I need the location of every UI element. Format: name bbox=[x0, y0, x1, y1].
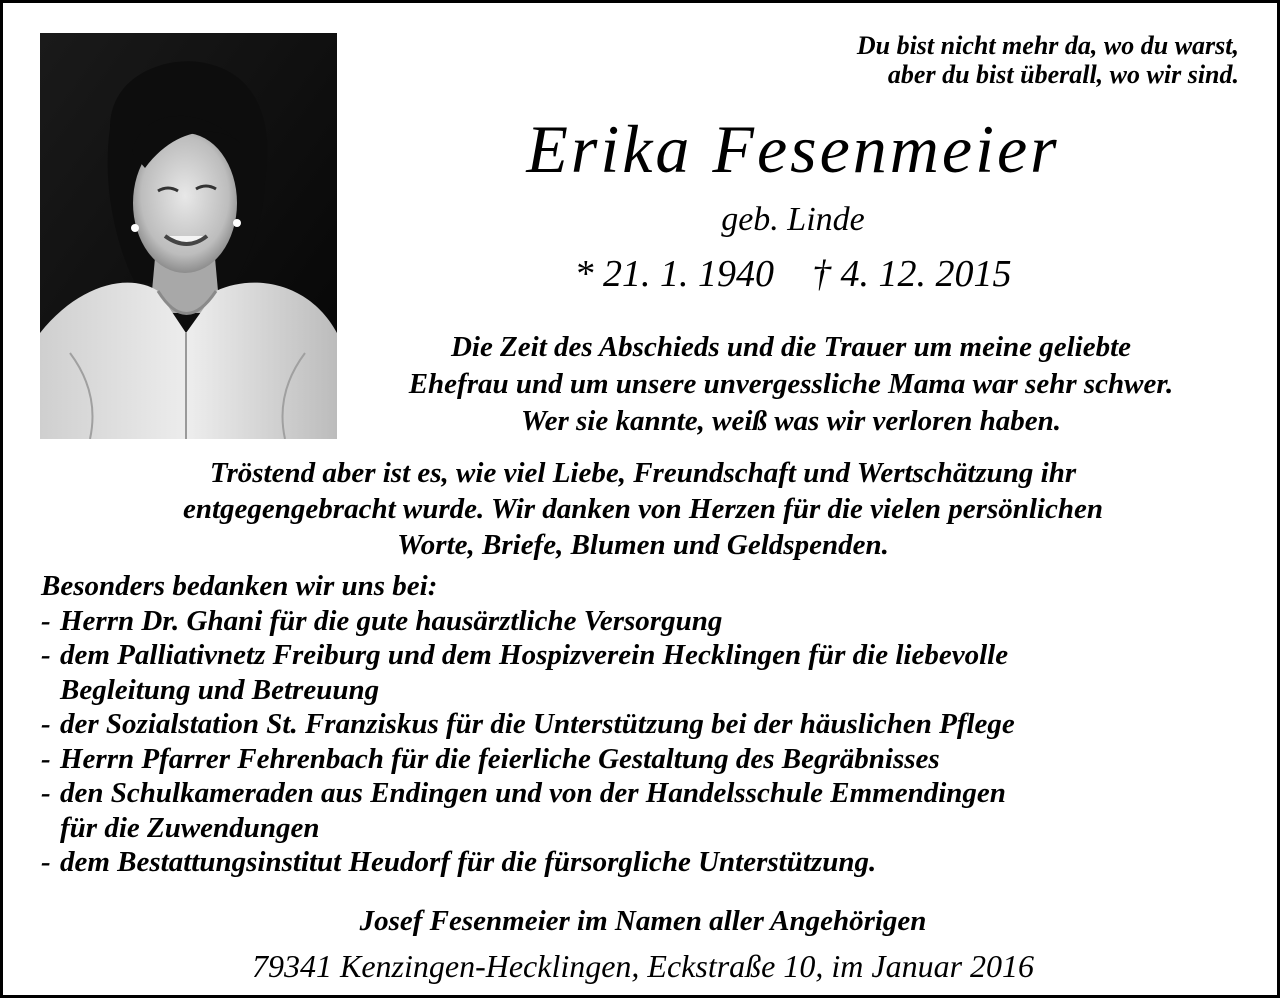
dash-bullet: - bbox=[41, 604, 51, 637]
thanks-item bbox=[41, 638, 1261, 707]
memorial-quote bbox=[857, 31, 1239, 89]
thanks-item bbox=[41, 742, 1261, 777]
farewell-line: Die Zeit des Abschieds und die Trauer um meine geliebte bbox=[450, 331, 1132, 363]
thanks-item-line: für die Zuwendungen bbox=[60, 811, 320, 844]
quote-line-2: aber du bist überall, wo wir sind. bbox=[887, 60, 1239, 89]
deceased-name: Erika Fesenmeier bbox=[526, 111, 1060, 187]
dash-bullet: - bbox=[41, 639, 51, 671]
thanks-item bbox=[41, 776, 1261, 845]
signature: Josef Fesenmeier im Namen aller Angehörigen bbox=[359, 905, 927, 937]
quote-line-1: Du bist nicht mehr da, wo du warst, bbox=[856, 31, 1239, 60]
gratitude-line: entgegengebracht wurde. Wir danken von Herzen für die vielen persönlichen bbox=[183, 493, 1103, 525]
dash-bullet: - bbox=[41, 846, 51, 878]
thanks-item bbox=[41, 707, 1261, 742]
thanks-item bbox=[41, 604, 1261, 639]
thanks-item-line: den Schulkameraden aus Endingen und von der Handelsschule Emmendingen bbox=[60, 777, 1006, 809]
gratitude-paragraph bbox=[33, 455, 1253, 563]
dash-bullet: - bbox=[41, 777, 51, 809]
dash-bullet: - bbox=[41, 708, 51, 740]
life-dates bbox=[383, 251, 1203, 297]
portrait-photo bbox=[40, 33, 337, 439]
death-date: † 4. 12. 2015 bbox=[812, 253, 1012, 295]
thanks-item bbox=[41, 845, 1261, 880]
thanks-item-line: Herrn Dr. Ghani für die gute hausärztliche Versorgung bbox=[60, 604, 723, 637]
dash-bullet: - bbox=[41, 742, 51, 775]
thanks-item-line: dem Palliativnetz Freiburg und dem Hospizverein Hecklingen für die liebevolle bbox=[60, 639, 1009, 671]
thanks-item-line: Herrn Pfarrer Fehrenbach für die feierliche Gestaltung des Begräbnisses bbox=[60, 742, 940, 775]
thanks-item-line: dem Bestattungsinstitut Heudorf für die fürsorgliche Unterstützung. bbox=[60, 846, 877, 878]
birth-date: * 21. 1. 1940 bbox=[574, 253, 774, 295]
farewell-line: Ehefrau und um unsere unvergessliche Mama war sehr schwer. bbox=[408, 368, 1174, 400]
thanks-item-line: Begleitung und Betreuung bbox=[60, 673, 380, 706]
thanks-item-line: der Sozialstation St. Franziskus für die Unterstützung bei der häuslichen Pflege bbox=[60, 708, 1015, 740]
maiden-name: geb. Linde bbox=[721, 201, 865, 238]
farewell-line: Wer sie kannte, weiß was wir verloren haben. bbox=[520, 405, 1062, 437]
thanks-section bbox=[41, 569, 1261, 880]
thanks-list bbox=[41, 604, 1261, 880]
thanks-heading: Besonders bedanken wir uns bei: bbox=[41, 570, 438, 602]
gratitude-line: Worte, Briefe, Blumen und Geldspenden. bbox=[397, 529, 889, 561]
gratitude-line: Tröstend aber ist es, wie viel Liebe, Freundschaft und Wertschätzung ihr bbox=[209, 457, 1077, 489]
address-line: 79341 Kenzingen-Hecklingen, Eckstraße 10, im Januar 2016 bbox=[251, 948, 1035, 984]
farewell-paragraph bbox=[341, 329, 1241, 440]
